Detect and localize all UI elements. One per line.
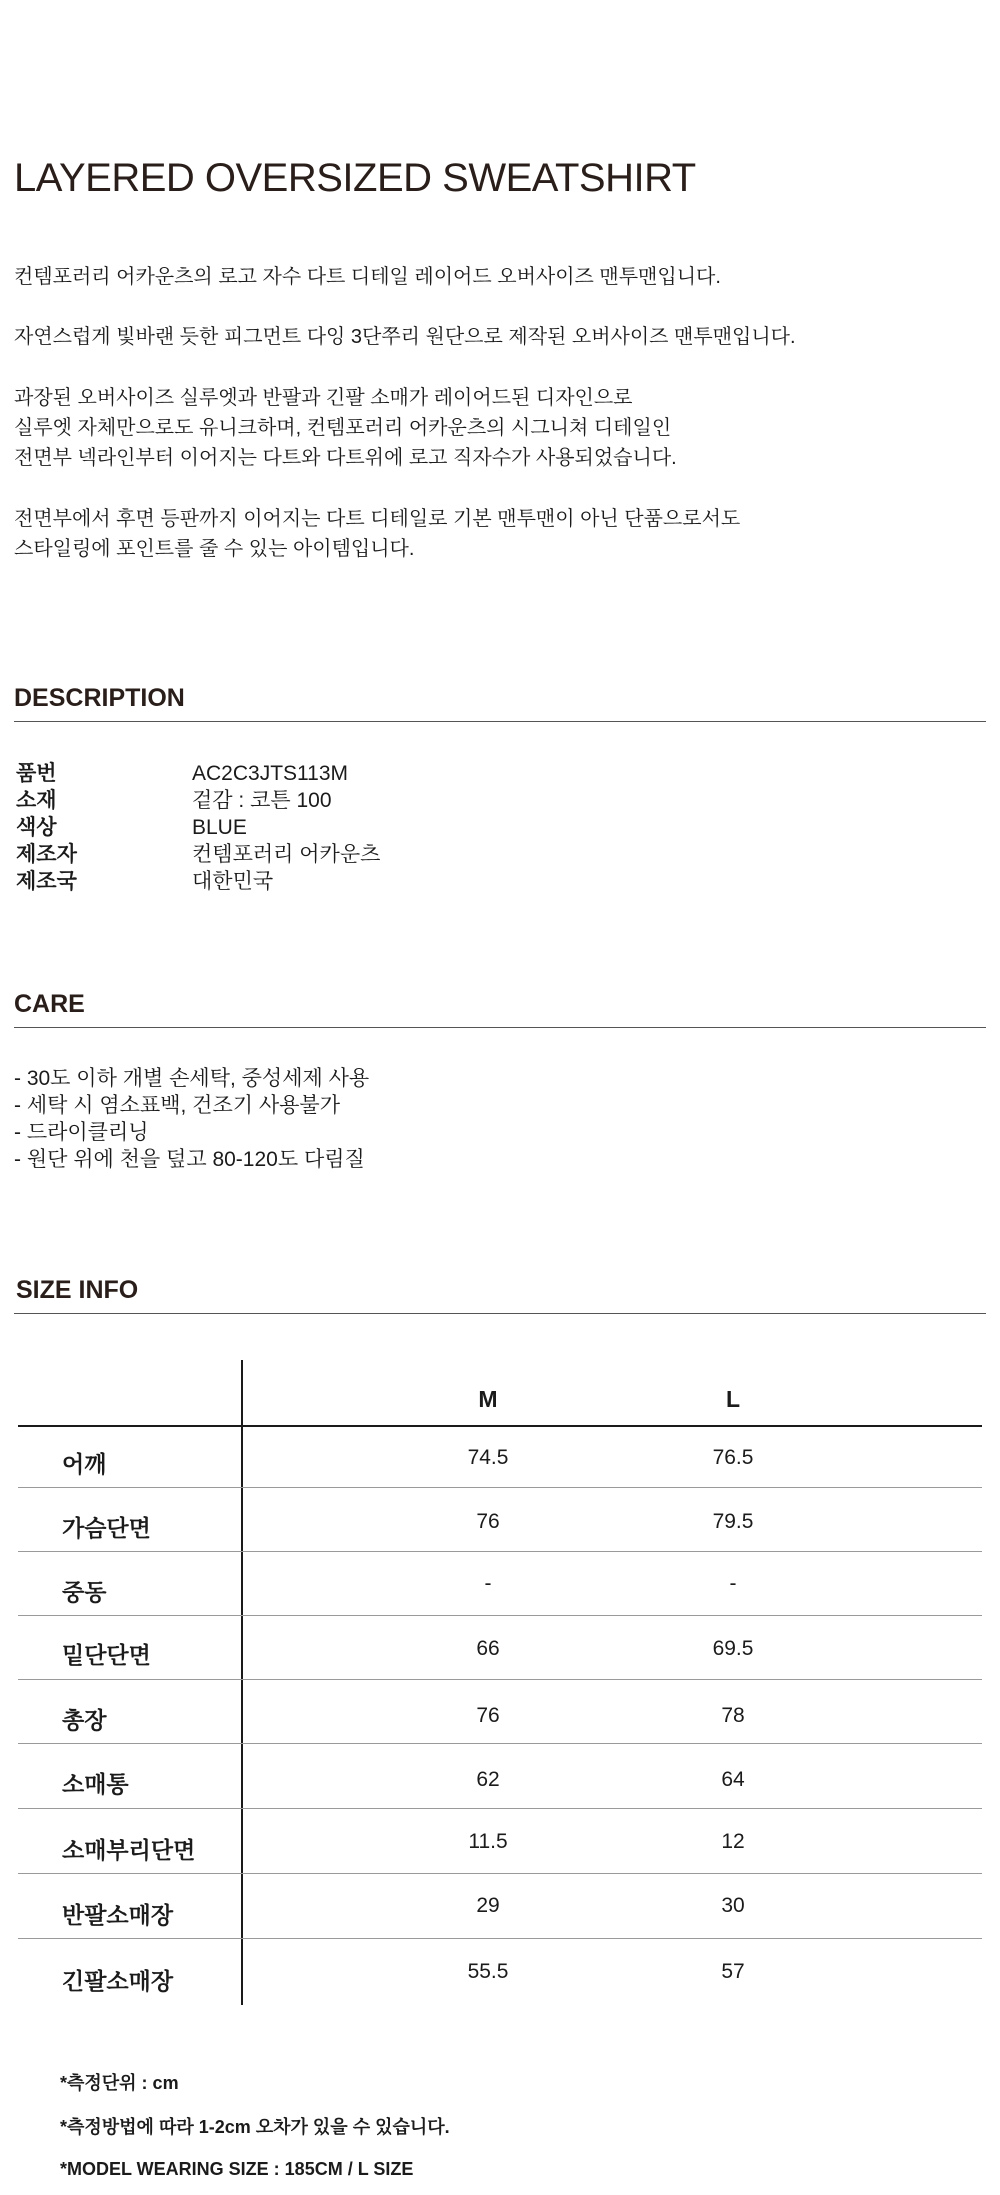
size-row-divider [18, 1743, 982, 1744]
size-cell: 12 [721, 1830, 745, 1853]
size-note: *측정방법에 따라 1-2cm 오차가 있을 수 있습니다. [60, 2117, 450, 2137]
size-cell: 79.5 [712, 1510, 754, 1533]
size-row-divider [18, 1938, 982, 1939]
description-table [16, 760, 380, 895]
size-note: *측정단위 : cm [60, 2073, 179, 2093]
description-row [16, 760, 380, 787]
size-row-label: 긴팔소매장 [62, 1968, 174, 1994]
description-label: 제조자 [16, 843, 77, 866]
size-cell: - [729, 1572, 737, 1595]
care-item: - 세탁 시 염소표백, 건조기 사용불가 [14, 1094, 341, 1117]
size-cell: 64 [721, 1768, 745, 1791]
size-cell: 66 [476, 1637, 500, 1660]
size-row-label: 소매부리단면 [62, 1837, 196, 1863]
size-table-vertical-rule [241, 1360, 243, 2005]
description-heading: DESCRIPTION [14, 684, 185, 712]
size-row-divider [18, 1615, 982, 1616]
description-value: 대한민국 [192, 870, 274, 893]
size-row-label: 중동 [62, 1579, 107, 1605]
intro-paragraph [14, 262, 721, 292]
size-row-label: 어깨 [62, 1451, 107, 1477]
care-list [14, 1065, 369, 1173]
care-heading: CARE [14, 990, 85, 1018]
description-label: 소재 [16, 789, 57, 812]
size-row-divider [18, 1487, 982, 1488]
intro-paragraph [14, 504, 740, 564]
description-value: BLUE [192, 816, 247, 839]
size-cell: 30 [721, 1894, 745, 1917]
size-cell: 62 [476, 1768, 500, 1791]
intro-line: 과장된 오버사이즈 실루엣과 반팔과 긴팔 소매가 레이어드된 디자인으로 [14, 387, 633, 409]
size-cell: 55.5 [467, 1960, 509, 1983]
description-row [16, 814, 380, 841]
product-title: LAYERED OVERSIZED SWEATSHIRT [14, 156, 696, 200]
description-row [16, 841, 380, 868]
size-table-header-rule [18, 1425, 982, 1427]
size-column-m: M [478, 1386, 498, 1412]
size-column-l: L [725, 1386, 741, 1412]
size-row-divider [18, 1873, 982, 1874]
intro-line: 컨템포러리 어카운츠의 로고 자수 다트 디테일 레이어드 오버사이즈 맨투맨입니다. [14, 266, 721, 288]
description-row [16, 787, 380, 814]
intro-line: 자연스럽게 빛바랜 듯한 피그먼트 다잉 3단쭈리 원단으로 제작된 오버사이즈 맨투맨입니다. [14, 326, 796, 348]
size-cell: 29 [476, 1894, 500, 1917]
description-label: 제조국 [16, 870, 77, 893]
size-info-heading: SIZE INFO [16, 1276, 139, 1304]
size-row-divider [18, 1808, 982, 1809]
size-cell: 76 [476, 1510, 500, 1533]
intro-line: 전면부 넥라인부터 이어지는 다트와 다트위에 로고 직자수가 사용되었습니다. [14, 447, 677, 469]
care-item: - 30도 이하 개별 손세탁, 중성세제 사용 [14, 1067, 370, 1090]
description-label: 품번 [16, 762, 57, 785]
size-cell: 76 [476, 1704, 500, 1727]
description-divider [14, 721, 986, 722]
size-row-label: 반팔소매장 [62, 1902, 174, 1928]
description-value: AC2C3JTS113M [192, 762, 349, 785]
intro-line: 실루엣 자체만으로도 유니크하며, 컨템포러리 어카운츠의 시그니쳐 디테일인 [14, 417, 672, 439]
care-item: - 드라이클리닝 [14, 1121, 149, 1144]
size-cell: - [484, 1572, 492, 1595]
intro-paragraph [14, 383, 677, 473]
description-value: 컨템포러리 어카운츠 [192, 843, 381, 866]
intro-line: 전면부에서 후면 등판까지 이어지는 다트 디테일로 기본 맨투맨이 아닌 단품으로서도 [14, 508, 741, 530]
size-table [18, 1360, 982, 2005]
intro-paragraph [14, 322, 796, 352]
size-cell: 76.5 [712, 1446, 754, 1469]
size-info-divider [14, 1313, 986, 1314]
care-divider [14, 1027, 986, 1028]
size-cell: 11.5 [468, 1830, 508, 1853]
size-note: *MODEL WEARING SIZE : 185CM / L SIZE [60, 2159, 414, 2179]
care-item: - 원단 위에 천을 덮고 80-120도 다림질 [14, 1148, 365, 1171]
size-row-label: 총장 [62, 1707, 107, 1733]
description-row [16, 868, 380, 895]
intro-line: 스타일링에 포인트를 줄 수 있는 아이템입니다. [14, 538, 415, 560]
size-row-divider [18, 1551, 982, 1552]
size-row-divider [18, 1679, 982, 1680]
size-cell: 78 [721, 1704, 745, 1727]
size-row-label: 가슴단면 [62, 1515, 151, 1541]
description-value: 겉감 : 코튼 100 [192, 789, 332, 812]
size-cell: 69.5 [712, 1637, 754, 1660]
size-cell: 57 [721, 1960, 745, 1983]
size-row-label: 밑단단면 [62, 1642, 151, 1668]
description-label: 색상 [16, 816, 57, 839]
size-row-label: 소매통 [62, 1771, 129, 1797]
size-cell: 74.5 [467, 1446, 509, 1469]
